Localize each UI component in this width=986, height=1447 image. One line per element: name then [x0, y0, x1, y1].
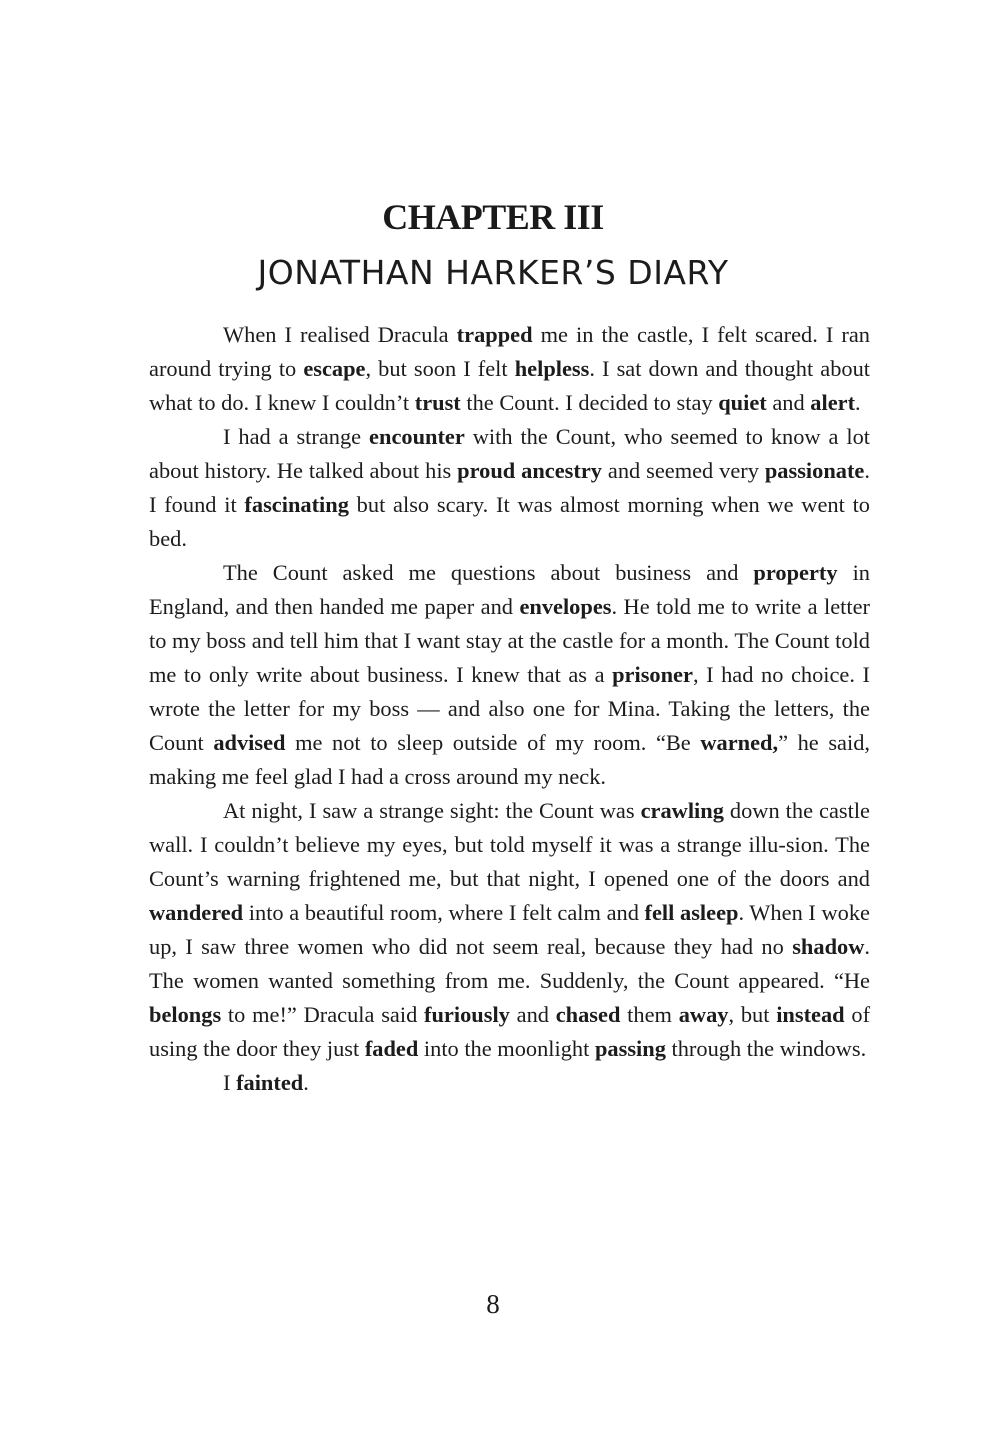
text-run: into a beautiful room, where I felt calm and [243, 900, 645, 925]
text-run: through the windows. [665, 1036, 867, 1061]
text-run: , I had no choice. I wrote the letter for my boss — and also one for Mina. Taking the letters, the Count [149, 662, 870, 755]
text-run: When I realised Dracula [223, 322, 457, 347]
vocabulary-word: chased [555, 1002, 621, 1027]
vocabulary-word: fell asleep [644, 900, 739, 925]
paragraph [149, 794, 870, 1066]
vocabulary-word: fainted [236, 1070, 304, 1095]
vocabulary-word: wandered [149, 900, 244, 925]
text-run: At night, I saw a strange sight: the Count was [223, 798, 641, 823]
vocabulary-word: belongs [149, 1002, 222, 1027]
text-run: The Count asked me questions about business and [223, 560, 754, 585]
text-run: to me!” Dracula said [221, 1002, 425, 1027]
text-run: in England, and then handed me paper and [149, 560, 871, 619]
vocabulary-word: envelopes [519, 594, 612, 619]
page-number: 8 [486, 1289, 500, 1319]
vocabulary-word: prisoner [612, 662, 693, 687]
vocabulary-word: trust [414, 390, 461, 415]
vocabulary-word: faded [364, 1036, 419, 1061]
text-run: ” he said, making me feel glad I had a cross around my neck. [149, 730, 870, 789]
vocabulary-word: proud ancestry [457, 458, 602, 483]
paragraph [149, 556, 870, 794]
text-run: of using the door they just [149, 1002, 871, 1061]
text-run: . The women wanted something from me. Suddenly, the Count appeared. “He [149, 934, 870, 993]
vocabulary-word: passionate [764, 458, 865, 483]
text-run: I [223, 1070, 237, 1095]
text-run: . [855, 390, 861, 415]
vocabulary-word: property [753, 560, 838, 585]
vocabulary-word: escape [303, 356, 366, 381]
vocabulary-word: advised [213, 730, 286, 755]
text-run: . I sat down and thought about what to do. I knew I couldn’t [149, 356, 870, 415]
vocabulary-word: trapped [456, 322, 533, 347]
body-text [149, 318, 870, 1100]
chapter-heading: CHAPTER III [382, 197, 604, 237]
paragraph [149, 318, 870, 420]
text-run: me not to sleep outside of my room. “Be [285, 730, 701, 755]
vocabulary-word: quiet [718, 390, 767, 415]
text-run: . He told me to write a letter to my boss and tell him that I want stay at the castle for a month. The Count told me to only write about business. I knew that as a [149, 594, 871, 687]
text-run: , but soon I felt [365, 356, 515, 381]
text-run: but also scary. It was almost morning when we went to bed. [149, 492, 870, 551]
text-run: me in the castle, I felt scared. I ran around trying to [149, 322, 870, 381]
vocabulary-word: passing [594, 1036, 666, 1061]
chapter-subtitle: JONATHAN HARKER’S DIARY [257, 253, 729, 292]
text-run: . [303, 1070, 309, 1095]
vocabulary-word: alert [810, 390, 856, 415]
text-run: down the castle wall. I couldn’t believe my eyes, but told myself it was a strange illu-sion. The Count’s warning frightened me, but that night, I opened one of the doors and [149, 798, 870, 891]
vocabulary-word: fascinating [244, 492, 349, 517]
vocabulary-word: furiously [424, 1002, 510, 1027]
text-run: them [620, 1002, 679, 1027]
text-run: I had a strange [223, 424, 370, 449]
text-run: . When I woke up, I saw three women who did not seem real, because they had no [149, 900, 870, 959]
text-run: . I found it [149, 458, 870, 517]
paragraph [149, 420, 870, 556]
text-run: and seemed very [601, 458, 765, 483]
vocabulary-word: warned, [700, 730, 779, 755]
vocabulary-word: helpless [514, 356, 590, 381]
text-run: and [509, 1002, 556, 1027]
paragraph [149, 1066, 870, 1100]
text-run: with the Count, who seemed to know a lot about history. He talked about his [149, 424, 870, 483]
text-run: the Count. I decided to stay [460, 390, 719, 415]
vocabulary-word: instead [776, 1002, 845, 1027]
vocabulary-word: encounter [369, 424, 465, 449]
vocabulary-word: away [678, 1002, 729, 1027]
text-run: into the moonlight [418, 1036, 595, 1061]
vocabulary-word: crawling [640, 798, 724, 823]
vocabulary-word: shadow [792, 934, 865, 959]
text-run: , but [728, 1002, 777, 1027]
text-run: and [766, 390, 811, 415]
